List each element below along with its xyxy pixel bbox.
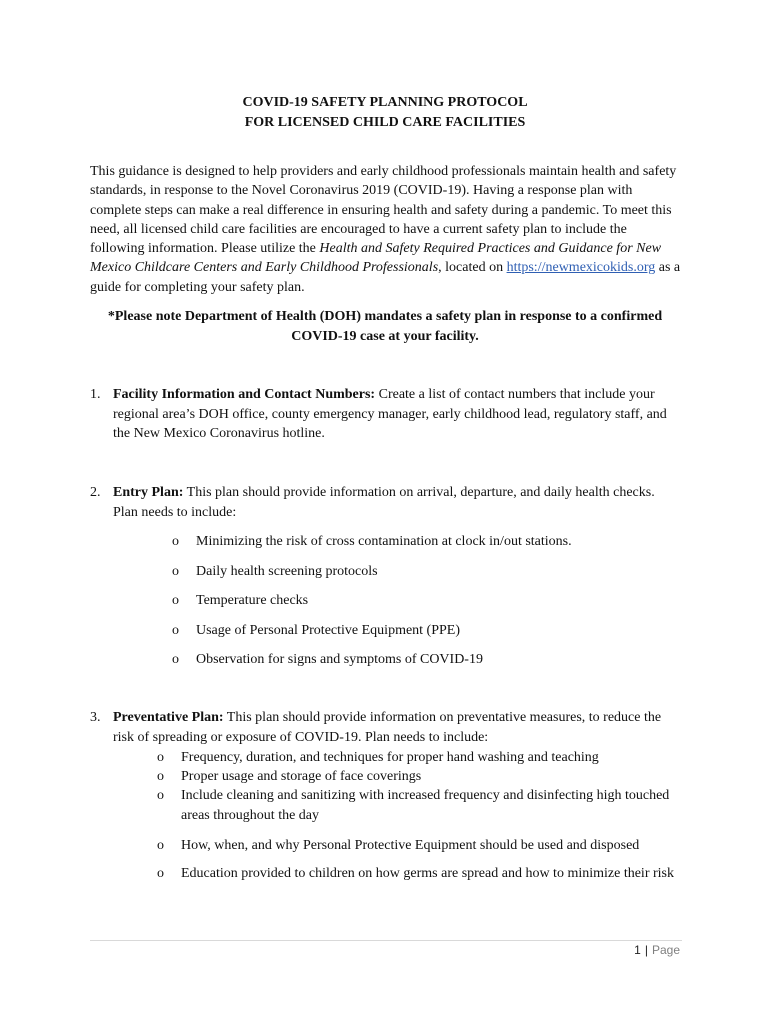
bullet-marker: o xyxy=(157,866,164,881)
section-number: 2. xyxy=(90,485,101,500)
section-preventative-plan xyxy=(90,708,690,747)
page-number: 1 xyxy=(634,943,641,957)
section-number: 1. xyxy=(90,387,101,402)
intro-text-located: , located on xyxy=(438,260,507,276)
section-heading: Preventative Plan: xyxy=(113,710,224,725)
section-entry-plan xyxy=(90,483,690,522)
guidance-title: Health and Safety Required Practices and Guidance for New Mexico Childcare Centers and Early Childhood Professionals xyxy=(90,241,662,276)
intro-text: This guidance is designed to help providers and early childhood professionals maintain health and safety standards, in response to the Novel Coronavirus 2019 (COVID-19). Having a response plan with complete steps can make a real difference in ensuring health and safety during a pandemic. To meet this need, all licensed child care facilities are encouraged to have a current safety plan to include the following information. Please utilize the xyxy=(90,164,677,257)
section-text: This plan should provide information on preventative measures, to reduce the risk of spreading or exposure of COVID-19. Plan needs to include: xyxy=(113,710,662,745)
bullet-marker: o xyxy=(157,838,164,853)
list-item-text: Minimizing the risk of cross contamination at clock in/out stations. xyxy=(196,534,572,549)
footer-divider xyxy=(90,940,682,941)
list-item-text: Observation for signs and symptoms of COVID-19 xyxy=(196,652,483,667)
bullet-marker: o xyxy=(157,750,164,765)
section-number: 3. xyxy=(90,710,101,725)
newmexicokids-link[interactable]: https://newmexicokids.org xyxy=(506,260,656,276)
list-item-text: Proper usage and storage of face coverings xyxy=(181,769,422,784)
document-title-line-2: FOR LICENSED CHILD CARE FACILITIES xyxy=(244,115,526,130)
list-item-text: Temperature checks xyxy=(196,593,309,608)
bullet-marker: o xyxy=(157,788,164,803)
intro-paragraph xyxy=(90,162,682,297)
bullet-marker: o xyxy=(172,534,179,549)
bullet-marker: o xyxy=(172,593,179,608)
bullet-marker: o xyxy=(157,769,164,784)
list-item-text: How, when, and why Personal Protective Equipment should be used and disposed xyxy=(181,838,640,853)
footer-separator: | xyxy=(644,943,648,957)
bullet-marker: o xyxy=(172,652,179,667)
page-label: Page xyxy=(651,943,680,957)
list-item-text: Daily health screening protocols xyxy=(196,564,378,579)
section-text: This plan should provide information on arrival, departure, and daily health checks. Plan needs to include: xyxy=(113,485,655,520)
list-item-text: Frequency, duration, and techniques for proper hand washing and teaching xyxy=(181,750,599,765)
bullet-marker: o xyxy=(172,623,179,638)
intro-text-after: as a guide for completing your safety plan. xyxy=(90,260,681,295)
list-item-text: Usage of Personal Protective Equipment (PPE) xyxy=(196,623,461,638)
page-footer xyxy=(634,943,680,957)
doh-mandate-note: *Please note Department of Health (DOH) mandates a safety plan in response to a confirmed COVID-19 case at your facility. xyxy=(107,309,663,344)
list-item-text: Include cleaning and sanitizing with increased frequency and disinfecting high touched areas throughout the day xyxy=(181,788,670,823)
section-text: Create a list of contact numbers that include your regional area’s DOH office, county emergency manager, early childhood lead, regulatory staff, and the New Mexico Coronavirus hotline. xyxy=(113,387,667,441)
section-facility-information xyxy=(90,385,690,444)
list-item-text: Education provided to children on how germs are spread and how to minimize their risk xyxy=(181,866,674,881)
bullet-marker: o xyxy=(172,564,179,579)
section-heading: Facility Information and Contact Numbers: xyxy=(113,387,376,402)
document-title-line-1: COVID-19 SAFETY PLANNING PROTOCOL xyxy=(242,95,528,110)
section-heading: Entry Plan: xyxy=(113,485,184,500)
